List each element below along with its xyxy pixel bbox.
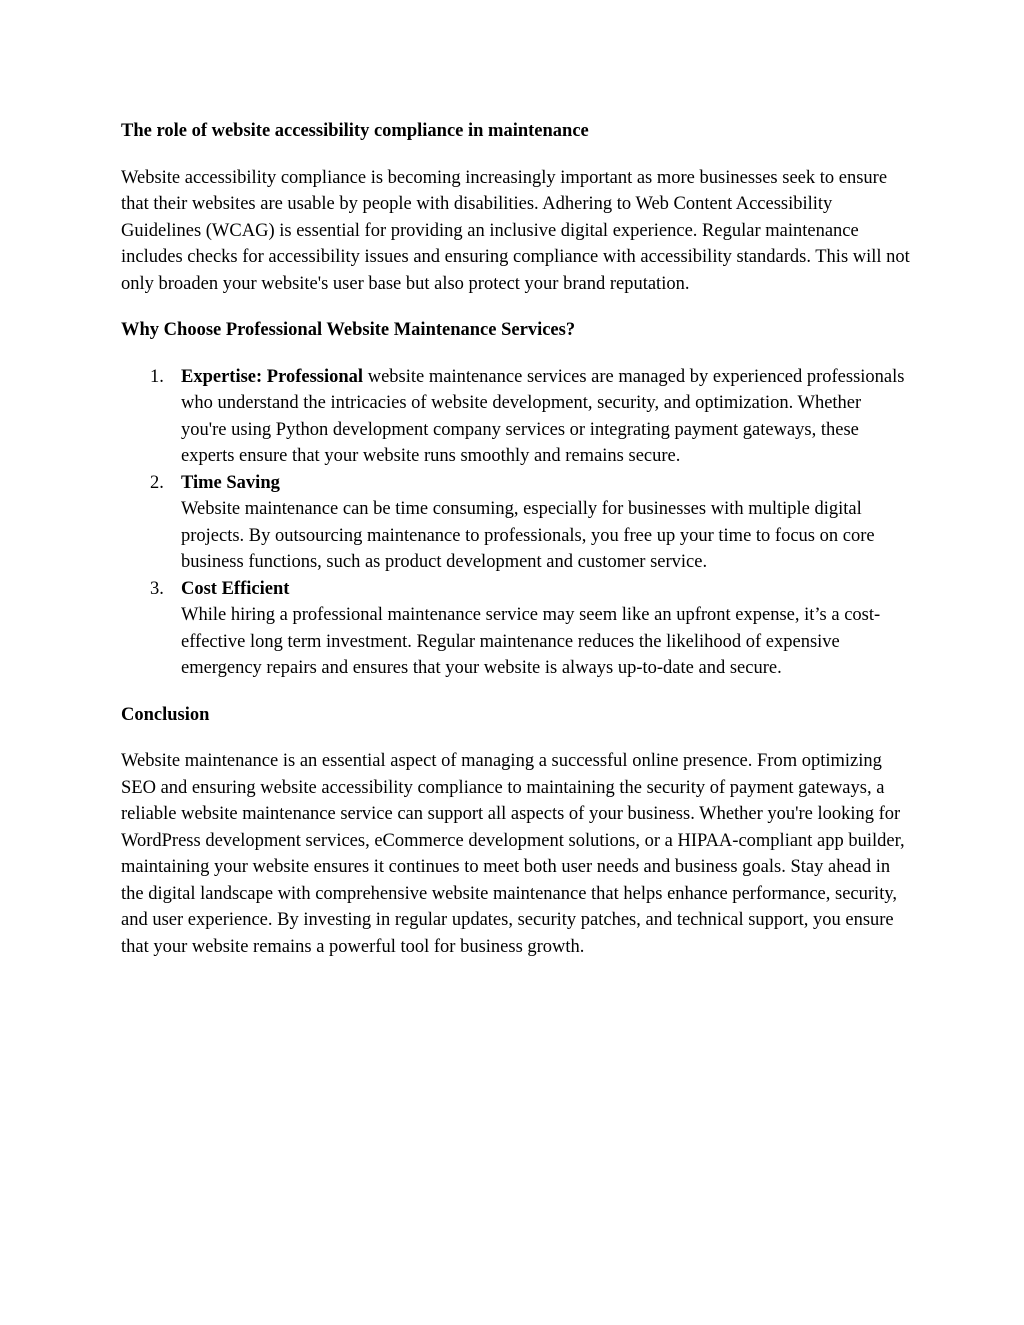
- list-number: 2.: [150, 472, 164, 493]
- list-number: 1.: [150, 366, 164, 387]
- list-item-text: website maintenance services are managed by experienced professionals who understand the intricacies of website development, security, and optimization. Whether you're using Python development company services or integrating payment gateways, these experts ensure that your website runs smoothly and remains secure.: [181, 366, 905, 466]
- list-number: 3.: [150, 578, 164, 599]
- list-item-title: Cost Efficient: [181, 578, 290, 599]
- list-item-title: Time Saving: [181, 472, 280, 493]
- paragraph-conclusion: Website maintenance is an essential aspect of managing a successful online presence. From optimizing SEO and ensuring website accessibility compliance to maintaining the security of payment gateways, a reliable website maintenance service can support all aspects of your business. Whether you're looking for WordPress development services, eCommerce development solutions, or a HIPAA-compliant app builder, maintaining your website ensures it continues to meet both user needs and business goals. Stay ahead in the digital landscape with comprehensive website maintenance that helps enhance performance, security, and user experience. By investing in regular updates, security patches, and technical support, you ensure that your website remains a powerful tool for business growth.: [121, 751, 905, 957]
- list-item-text: While hiring a professional maintenance service may seem like an upfront expense, it’s a cost-effective long term investment. Regular maintenance reduces the likelihood of expensive emergency repairs and ensures that your website is always up-to-date and secure.: [181, 605, 881, 678]
- document-page: [121, 118, 911, 960]
- section-heading-conclusion: Conclusion: [121, 704, 210, 725]
- benefits-list: [121, 364, 911, 682]
- section-heading-why-choose: Why Choose Professional Website Maintenance Services?: [121, 320, 576, 340]
- list-item-cost-efficient: [121, 576, 911, 682]
- list-item-time-saving: [121, 470, 911, 576]
- list-item-title: Expertise: Professional: [181, 366, 364, 387]
- paragraph-accessibility: Website accessibility compliance is becoming increasingly important as more businesses seek to ensure that their websites are usable by people with disabilities. Adhering to Web Content Accessibility Guidelines (WCAG) is essential for providing an inclusive digital experience. Regular maintenance includes checks for accessibility issues and ensuring compliance with accessibility standards. This will not only broaden your website's user base but also protect your brand reputation.: [121, 167, 910, 294]
- list-item-text: Website maintenance can be time consuming, especially for businesses with multiple digital projects. By outsourcing maintenance to professionals, you free up your time to focus on core business functions, such as product development and customer service.: [181, 499, 875, 572]
- section-heading-accessibility: The role of website accessibility compliance in maintenance: [121, 121, 589, 141]
- list-item-expertise: [121, 364, 911, 470]
